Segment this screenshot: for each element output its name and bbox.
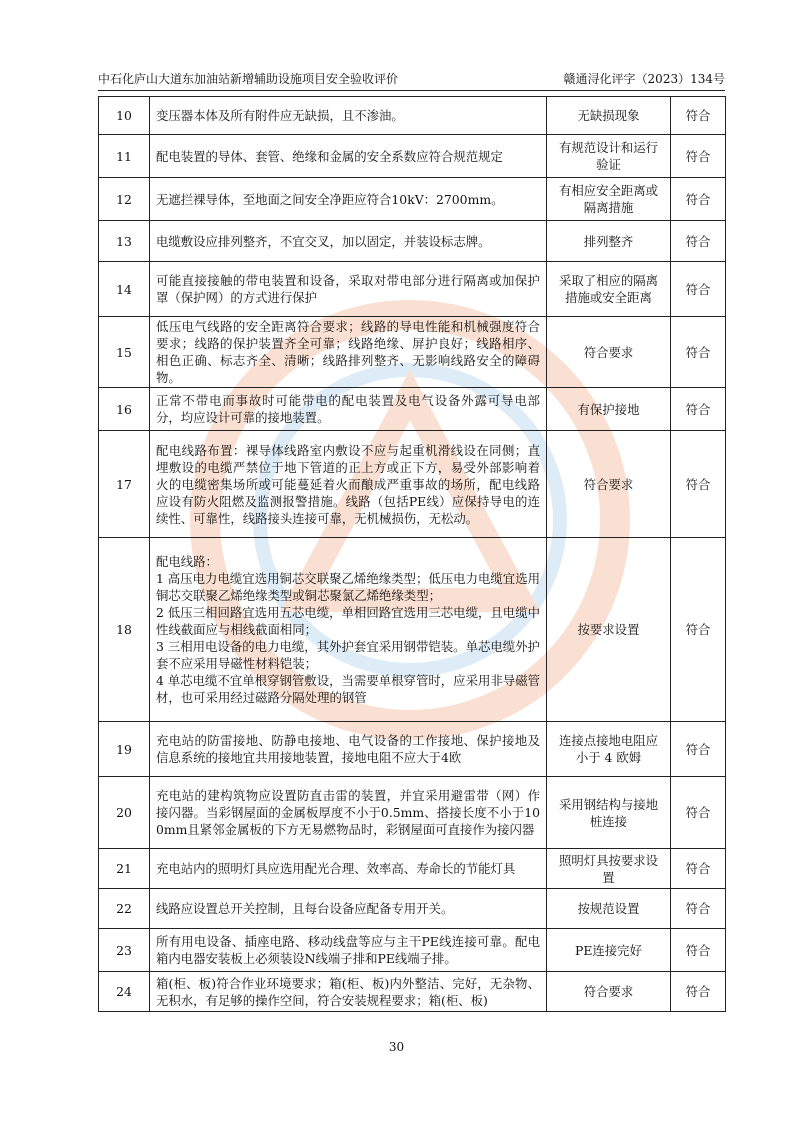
requirement-line: 配电线路： <box>156 554 218 569</box>
row-number: 20 <box>99 777 150 849</box>
requirement-line: 1 高压电力电缆宜选用铜芯交联聚乙烯绝缘类型；低压电力电缆宜选用铜芯交联聚乙烯绝缘类型或铜芯聚氯乙烯绝缘类型； <box>156 571 540 603</box>
header-title: 中石化庐山大道东加油站新增辅助设施项目安全验收评价 <box>98 72 399 86</box>
requirement-cell: 配电线路布置：裸导体线路室内敷设不应与起重机滑线设在同侧；直埋敷设的电缆严禁位于地下管道的正上方或正下方，易受外部影响着火的电缆密集场所或可能蔓延着火而酿成严重事故的场所，配电线路应设有防火阻燃及监测报警措施。线路（包括PE线）应保持导电的连续性、可靠性，线路接头连接可靠，无机械损伤，无松动。 <box>150 431 547 538</box>
result-cell: 符合 <box>671 722 726 777</box>
requirement-cell <box>150 538 547 722</box>
row-number: 18 <box>99 538 150 722</box>
row-number: 12 <box>99 178 150 221</box>
table-row <box>99 777 726 849</box>
table-row <box>99 388 726 431</box>
requirement-cell: 低压电气线路的安全距离符合要求；线路的导电性能和机械强度符合要求；线路的保护装置齐全可靠；线路绝缘、屏护良好；线路相序、相色正确、标志齐全、清晰；线路排列整齐、无影响线路安全的障碍物。 <box>150 317 547 388</box>
status-cell: 有规范设计和运行验证 <box>547 135 671 178</box>
table-row <box>99 431 726 538</box>
result-cell: 符合 <box>671 929 726 972</box>
row-number: 17 <box>99 431 150 538</box>
table-row <box>99 889 726 929</box>
header-doc-number: 赣通浔化评字（2023）134号 <box>563 72 725 86</box>
row-number: 11 <box>99 135 150 178</box>
table-row <box>99 97 726 135</box>
table-row <box>99 538 726 722</box>
requirement-cell: 变压器本体及所有附件应无缺损，且不渗油。 <box>150 97 547 135</box>
row-number: 24 <box>99 972 150 1012</box>
result-cell: 符合 <box>671 317 726 388</box>
row-number: 13 <box>99 221 150 262</box>
result-cell: 符合 <box>671 889 726 929</box>
requirement-cell: 电缆敷设应排列整齐，不宜交叉，加以固定，并装设标志牌。 <box>150 221 547 262</box>
status-cell: 有保护接地 <box>547 388 671 431</box>
row-number: 21 <box>99 849 150 889</box>
table-row <box>99 722 726 777</box>
requirement-line: 3 三相用电设备的电力电缆，其外护套宜采用钢带铠装。单芯电缆外护套不应采用导磁性材料铠装； <box>156 639 540 671</box>
page-header <box>98 68 725 90</box>
table-row <box>99 262 726 317</box>
status-cell: PE连接完好 <box>547 929 671 972</box>
status-cell: 符合要求 <box>547 317 671 388</box>
requirement-cell: 正常不带电而事故时可能带电的配电装置及电气设备外露可导电部分，均应设计可靠的接地装置。 <box>150 388 547 431</box>
requirement-cell: 可能直接接触的带电装置和设备，采取对带电部分进行隔离或加保护罩（保护网）的方式进行保护 <box>150 262 547 317</box>
requirement-cell: 无遮拦裸导体，至地面之间安全净距应符合10kV：2700mm。 <box>150 178 547 221</box>
result-cell: 符合 <box>671 972 726 1012</box>
status-cell: 连接点接地电阻应小于 4 欧姆 <box>547 722 671 777</box>
status-cell: 采取了相应的隔离措施或安全距离 <box>547 262 671 317</box>
status-cell: 照明灯具按要求设置 <box>547 849 671 889</box>
requirement-cell: 充电站的建构筑物应设置防直击雷的装置，并宜采用避雷带（网）作接闪器。当彩钢屋面的金属板厚度不小于0.5mm、搭接长度不小于100mm且紧邻金属板的下方无易燃物品时，彩钢屋面可直接作为接闪器 <box>150 777 547 849</box>
row-number: 14 <box>99 262 150 317</box>
result-cell: 符合 <box>671 388 726 431</box>
status-cell: 采用钢结构与接地桩连接 <box>547 777 671 849</box>
requirement-cell: 线路应设置总开关控制，且每台设备应配备专用开关。 <box>150 889 547 929</box>
table-row <box>99 972 726 1012</box>
requirement-cell: 配电装置的导体、套管、绝缘和金属的安全系数应符合规范规定 <box>150 135 547 178</box>
status-cell: 无缺损现象 <box>547 97 671 135</box>
result-cell: 符合 <box>671 97 726 135</box>
requirement-cell: 所有用电设备、插座电路、移动线盘等应与主干PE线连接可靠。配电箱内电器安装板上必须装设N线端子排和PE线端子排。 <box>150 929 547 972</box>
table-row <box>99 849 726 889</box>
result-cell: 符合 <box>671 849 726 889</box>
status-cell: 有相应安全距离或隔离措施 <box>547 178 671 221</box>
result-cell: 符合 <box>671 221 726 262</box>
result-cell: 符合 <box>671 431 726 538</box>
status-cell: 符合要求 <box>547 972 671 1012</box>
header-rule <box>98 90 725 91</box>
result-cell: 符合 <box>671 178 726 221</box>
result-cell: 符合 <box>671 538 726 722</box>
table-row <box>99 135 726 178</box>
status-cell: 符合要求 <box>547 431 671 538</box>
requirement-cell: 箱(柜、板)符合作业环境要求；箱(柜、板)内外整洁、完好，无杂物、无积水，有足够的操作空间，符合安装规程要求；箱(柜、板) <box>150 972 547 1012</box>
status-cell: 按规范设置 <box>547 889 671 929</box>
result-cell: 符合 <box>671 135 726 178</box>
row-number: 22 <box>99 889 150 929</box>
row-number: 16 <box>99 388 150 431</box>
table-row <box>99 221 726 262</box>
requirements-table <box>98 96 726 1012</box>
table-row <box>99 929 726 972</box>
status-cell: 按要求设置 <box>547 538 671 722</box>
status-cell: 排列整齐 <box>547 221 671 262</box>
page-number: 30 <box>388 1040 405 1054</box>
requirement-line: 4 单芯电缆不宜单根穿钢管敷设，当需要单根穿管时，应采用非导磁管材，也可采用经过磁路分隔处理的钢管 <box>156 673 540 705</box>
requirement-cell: 充电站内的照明灯具应选用配光合理、效率高、寿命长的节能灯具 <box>150 849 547 889</box>
row-number: 23 <box>99 929 150 972</box>
requirement-line: 2 低压三相回路宜选用五芯电缆，单相回路宜选用三芯电缆，且电缆中性线截面应与相线截面相同； <box>156 605 540 637</box>
table-row <box>99 317 726 388</box>
row-number: 10 <box>99 97 150 135</box>
requirement-cell: 充电站的防雷接地、防静电接地、电气设备的工作接地、保护接地及信息系统的接地宜共用接地装置，接地电阻不应大于4欧 <box>150 722 547 777</box>
result-cell: 符合 <box>671 262 726 317</box>
table-row <box>99 178 726 221</box>
row-number: 15 <box>99 317 150 388</box>
row-number: 19 <box>99 722 150 777</box>
result-cell: 符合 <box>671 777 726 849</box>
